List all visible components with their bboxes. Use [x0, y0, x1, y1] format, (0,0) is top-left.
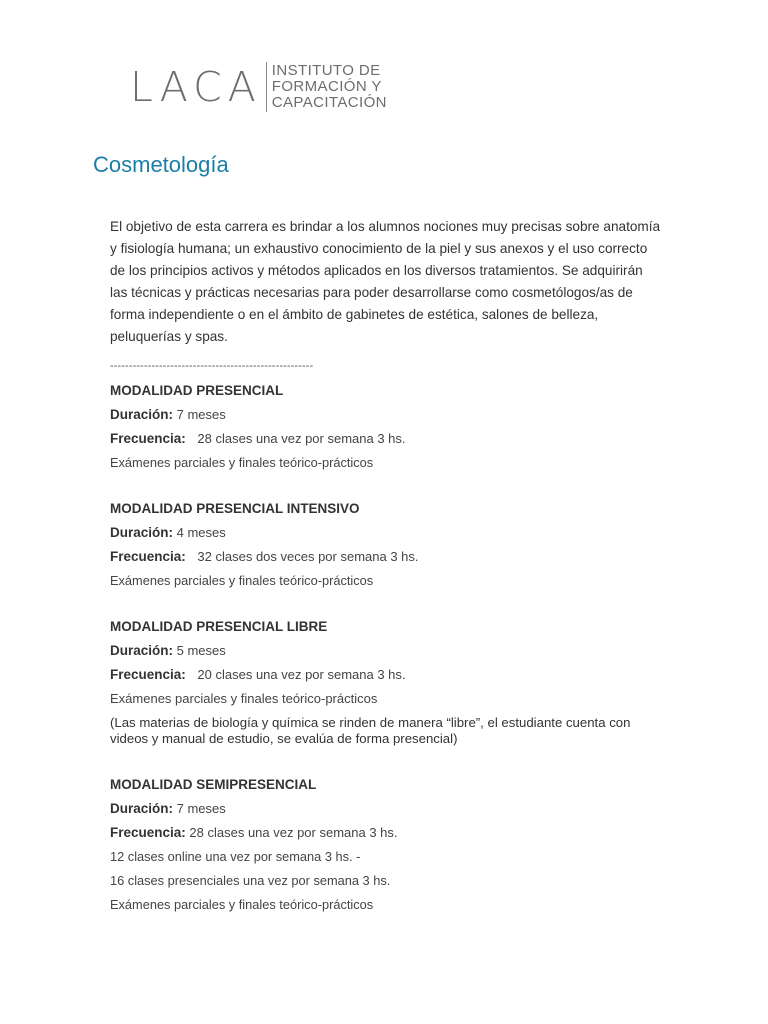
exams-text: Exámenes parciales y finales teórico-prácticos	[110, 573, 374, 588]
duration-value: 7 meses	[176, 801, 226, 816]
duration-label: Duración:	[110, 643, 174, 658]
exams-text: Exámenes parciales y finales teórico-prácticos	[110, 691, 378, 706]
frequency-row	[110, 821, 670, 845]
duration-row	[110, 639, 670, 663]
exams-text: Exámenes parciales y finales teórico-prácticos	[110, 455, 374, 470]
online-classes-text: 12 clases online una vez por semana 3 hs. -	[110, 849, 361, 864]
duration-label: Duración:	[110, 801, 174, 816]
section-presencial	[110, 379, 670, 475]
frequency-value: 32 clases dos veces por semana 3 hs.	[197, 549, 419, 564]
intro-line: El objetivo de esta carrera es brindar a los alumnos nociones muy precisas sobre anatomía	[110, 219, 661, 234]
frequency-row	[110, 427, 670, 451]
intro-line: y fisiología humana; un exhaustivo conocimiento de la piel y sus anexos y el uso correcto	[110, 241, 648, 256]
dashed-divider: ------------------------------------------------------	[110, 360, 314, 372]
intro-paragraph	[110, 216, 670, 348]
intro-line: forma independiente o en el ámbito de gabinetes de estética, salones de belleza,	[110, 307, 599, 322]
section-title: MODALIDAD PRESENCIAL	[110, 383, 284, 398]
logo-subtitle	[272, 63, 387, 111]
duration-value: 4 meses	[176, 525, 226, 540]
section-presencial-intensivo	[110, 497, 670, 593]
duration-value: 5 meses	[176, 643, 226, 658]
logo-wordmark: LACA	[130, 62, 262, 111]
frequency-value: 28 clases una vez por semana 3 hs.	[189, 825, 398, 840]
institute-logo	[130, 62, 387, 112]
frequency-label: Frecuencia:	[110, 667, 186, 682]
intro-line: peluquerías y spas.	[110, 329, 228, 344]
section-title: MODALIDAD PRESENCIAL INTENSIVO	[110, 501, 360, 516]
section-semipresencial	[110, 773, 670, 917]
section-presencial-libre	[110, 615, 670, 747]
intro-line: de los principios activos y métodos aplicados en los diversos tratamientos. Se adquirirán	[110, 263, 643, 278]
logo-divider	[266, 62, 267, 112]
frequency-row	[110, 663, 670, 687]
logo-subtitle-line-3: CAPACITACIÓN	[271, 94, 387, 111]
frequency-value: 20 clases una vez por semana 3 hs.	[197, 667, 406, 682]
frequency-value: 28 clases una vez por semana 3 hs.	[197, 431, 406, 446]
frequency-label: Frecuencia:	[110, 549, 186, 564]
duration-row	[110, 403, 670, 427]
intro-line: las técnicas y prácticas necesarias para poder desarrollarse como cosmetólogos/as de	[110, 285, 633, 300]
duration-row	[110, 521, 670, 545]
section-title: MODALIDAD SEMIPRESENCIAL	[110, 777, 317, 792]
duration-label: Duración:	[110, 525, 174, 540]
frequency-label: Frecuencia:	[110, 825, 186, 840]
free-mode-note: (Las materias de biología y química se rinden de manera “libre”, el estudiante cuenta con videos y manual de estudio, se evalúa de forma presencial)	[110, 715, 631, 746]
duration-row	[110, 797, 670, 821]
exams-text: Exámenes parciales y finales teórico-prácticos	[110, 897, 374, 912]
duration-value: 7 meses	[176, 407, 226, 422]
frequency-label: Frecuencia:	[110, 431, 186, 446]
page-title: Cosmetología	[93, 152, 229, 177]
logo-subtitle-line-2: FORMACIÓN Y	[271, 78, 382, 95]
logo-subtitle-line-1: INSTITUTO DE	[271, 62, 381, 79]
frequency-row	[110, 545, 670, 569]
duration-label: Duración:	[110, 407, 174, 422]
section-title: MODALIDAD PRESENCIAL LIBRE	[110, 619, 328, 634]
in-person-classes-text: 16 clases presenciales una vez por semana 3 hs.	[110, 873, 391, 888]
